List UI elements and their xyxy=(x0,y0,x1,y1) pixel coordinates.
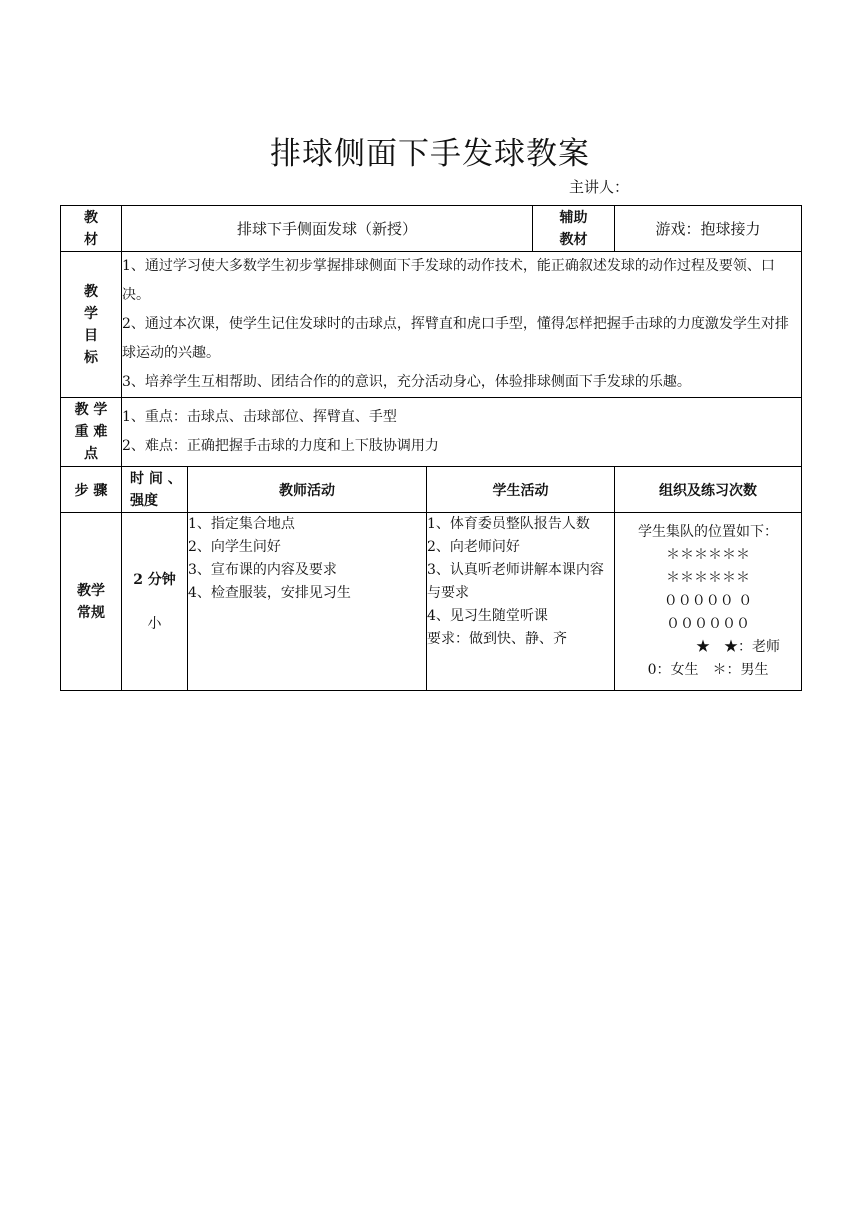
list-item: 3、认真听老师讲解本课内容与要求 xyxy=(427,562,604,601)
formation-diagram xyxy=(615,513,802,691)
list-item: 1、体育委员整队报告人数 xyxy=(427,516,590,532)
goals-row xyxy=(61,252,802,398)
list-item: 2、向学生问好 xyxy=(188,539,281,555)
materials-row xyxy=(61,206,802,252)
key-points-content xyxy=(122,398,802,467)
goal-item: 1、通过学习使大多数学生初步掌握排球侧面下手发球的动作技术，能正确叙述发球的动作过程及要领、口决。 xyxy=(122,258,775,303)
header-teacher: 教师活动 xyxy=(188,467,427,513)
list-item: 2、向老师问好 xyxy=(427,539,520,555)
materials-content: 排球下手侧面发球（新授） xyxy=(122,206,533,252)
formation-row: ＊＊＊＊＊＊ xyxy=(666,570,751,586)
time-value: 2 分钟 xyxy=(133,571,176,588)
list-item: 4、检查服装，安排见习生 xyxy=(188,585,351,601)
goal-item: 2、通过本次课，使学生记住发球时的击球点，挥臂直和虎口手型，懂得怎样把握手击球的力度激发学生对排球运动的兴趣。 xyxy=(122,316,789,361)
aux-materials-content: 游戏：抱球接力 xyxy=(615,206,802,252)
header-step: 步 骤 xyxy=(61,467,122,513)
materials-label: 教 材 xyxy=(61,206,122,252)
goals-content xyxy=(122,252,802,398)
teacher-activity xyxy=(188,513,427,691)
steps-header-row xyxy=(61,467,802,513)
list-item: 1、指定集合地点 xyxy=(188,516,295,532)
list-item: 要求：做到快、静、齐 xyxy=(427,631,567,647)
formation-row: ＊＊＊＊＊＊ xyxy=(666,547,751,563)
page-title: 排球侧面下手发球教案 xyxy=(270,136,590,172)
formation-row: ００００００ xyxy=(666,616,751,632)
key-point-item: 1、重点：击球点、击球部位、挥臂直、手型 xyxy=(122,409,397,425)
goal-item: 3、培养学生互相帮助、团结合作的的意识，充分活动身心，体验排球侧面下手发球的乐趣。 xyxy=(122,374,691,390)
routine-time xyxy=(122,513,188,691)
routine-label: 教学 常规 xyxy=(61,513,122,691)
aux-materials-label: 辅助 教材 xyxy=(533,206,615,252)
formation-legend: 0：女生 ＊：男生 xyxy=(647,662,769,678)
intensity-value: 小 xyxy=(147,615,162,632)
student-activity xyxy=(427,513,615,691)
header-student: 学生活动 xyxy=(427,467,615,513)
key-points-label: 教 学 重 难 点 xyxy=(61,398,122,467)
routine-row xyxy=(61,513,802,691)
list-item: 3、宣布课的内容及要求 xyxy=(188,562,337,578)
teacher-position: ★ ★：老师 xyxy=(696,639,781,655)
list-item: 4、见习生随堂听课 xyxy=(427,608,548,624)
header-organization: 组织及练习次数 xyxy=(615,467,802,513)
goals-label: 教 学 目 标 xyxy=(61,252,122,398)
key-points-row xyxy=(61,398,802,467)
presenter-label: 主讲人： xyxy=(569,178,630,196)
header-time: 时 间 、 强度 xyxy=(122,467,188,513)
formation-caption: 学生集队的位置如下： xyxy=(638,524,779,540)
lesson-plan-table xyxy=(60,205,802,691)
key-point-item: 2、难点：正确把握手击球的力度和上下肢协调用力 xyxy=(122,438,439,454)
formation-row: ０００００ ０ xyxy=(663,593,753,609)
